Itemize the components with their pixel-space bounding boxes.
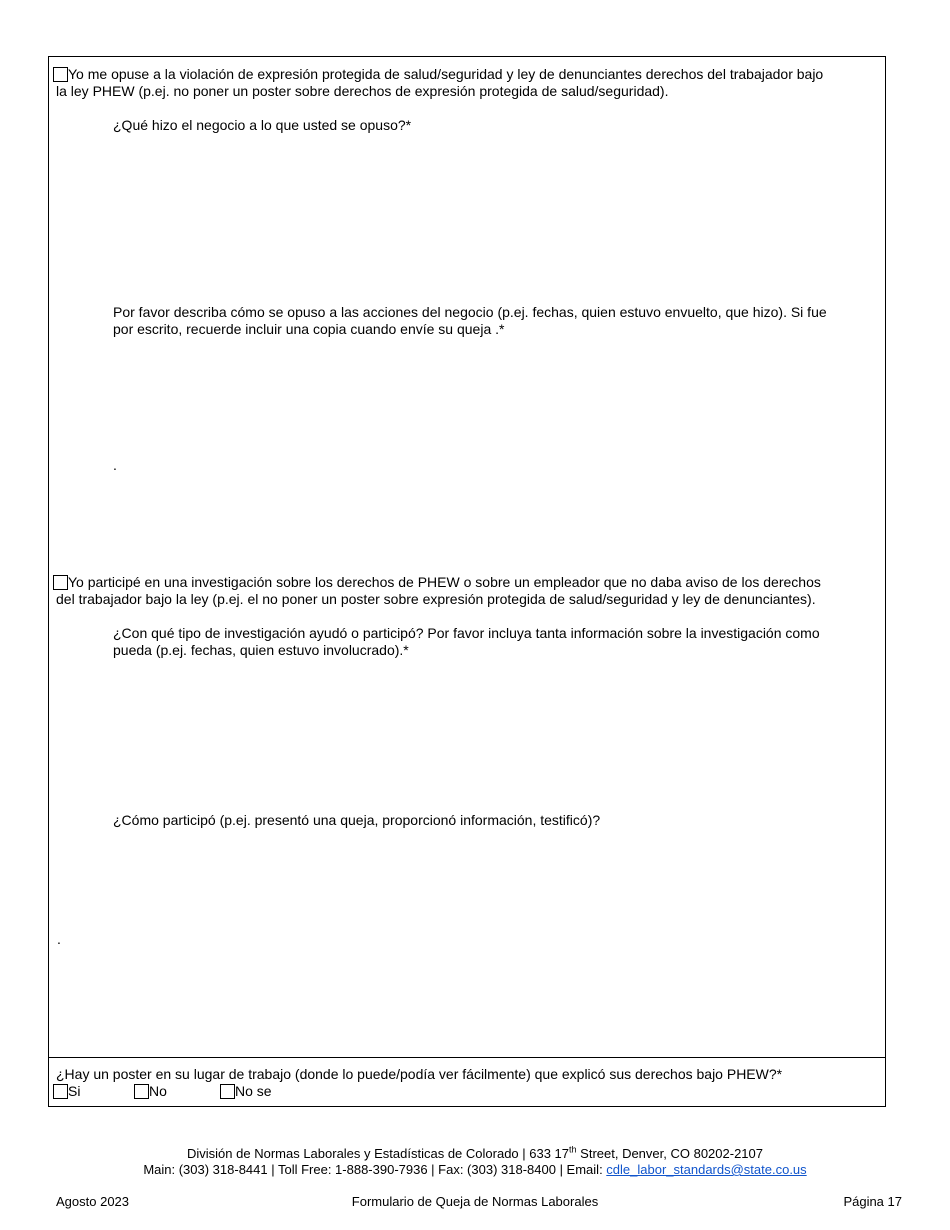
- footer-form-title: Formulario de Queja de Normas Laborales: [351, 1194, 599, 1209]
- poster-no-checkbox[interactable]: [134, 1084, 149, 1099]
- poster-no-se-label: No se: [235, 1083, 272, 1099]
- poster-option-no-se: [220, 1083, 272, 1100]
- investigation-type-question-line2: pueda (p.ej. fechas, quien estuvo involucrado).*: [113, 642, 409, 658]
- section2-dot: .: [57, 931, 61, 947]
- participated-investigation-row: [53, 574, 821, 591]
- investigation-type-question-line1: ¿Con qué tipo de investigación ayudó o participó? Por favor incluya tanta información sobre la investigación como: [113, 625, 820, 641]
- poster-question: ¿Hay un poster en su lugar de trabajo (donde lo puede/podía ver fácilmente) que explicó sus derechos bajo PHEW?*: [56, 1066, 783, 1082]
- participated-investigation-checkbox[interactable]: [53, 575, 68, 590]
- opposed-violation-label: Yo me opuse a la violación de expresión protegida de salud/seguridad y ley de denunciantes derechos del trabajador bajo: [68, 66, 824, 82]
- what-business-did-question: ¿Qué hizo el negocio a lo que usted se opuso?*: [113, 117, 412, 133]
- participated-investigation-label: Yo participé en una investigación sobre los derechos de PHEW o sobre un empleador que no daba aviso de los derechos: [68, 574, 821, 590]
- footer-address-sup: th: [569, 1144, 577, 1155]
- poster-option-no: [134, 1083, 167, 1100]
- poster-no-label: No: [149, 1083, 167, 1099]
- form-frame: [48, 56, 886, 1107]
- how-opposed-question-line1: Por favor describa cómo se opuso a las acciones del negocio (p.ej. fechas, quien estuvo envuelto, que hizo). Si fue: [113, 304, 827, 320]
- footer-address-text: División de Normas Laborales y Estadísticas de Colorado | 633 17: [187, 1146, 570, 1161]
- opposed-violation-label-cont: la ley PHEW (p.ej. no poner un poster sobre derechos de expresión protegida de salud/seguridad).: [56, 83, 669, 99]
- footer-email-link[interactable]: cdle_labor_standards@state.co.us: [606, 1162, 807, 1177]
- participated-investigation-label-cont: del trabajador bajo la ley (p.ej. el no poner un poster sobre expresión protegida de salud/seguridad y ley de denunciantes).: [56, 591, 816, 607]
- poster-si-checkbox[interactable]: [53, 1084, 68, 1099]
- how-participated-question: ¿Cómo participó (p.ej. presentó una queja, proporcionó información, testificó)?: [113, 812, 601, 828]
- footer-address: [0, 1146, 950, 1162]
- footer-page-number: Página 17: [843, 1194, 902, 1209]
- footer-address-text-cont: Street, Denver, CO 80202-2107: [576, 1146, 763, 1161]
- poster-si-label: Si: [68, 1083, 81, 1099]
- opposed-violation-checkbox[interactable]: [53, 67, 68, 82]
- how-opposed-question-line2: por escrito, recuerde incluir una copia cuando envíe su queja .*: [113, 321, 505, 337]
- opposed-violation-row: [53, 66, 823, 83]
- section-divider: [49, 1057, 885, 1058]
- poster-option-si: [53, 1083, 80, 1100]
- footer-contact-text: Main: (303) 318-8441 | Toll Free: 1-888-390-7936 | Fax: (303) 318-8400 | Email:: [143, 1162, 607, 1177]
- footer-date: Agosto 2023: [56, 1194, 130, 1209]
- poster-no-se-checkbox[interactable]: [220, 1084, 235, 1099]
- footer-contact: [0, 1162, 950, 1178]
- section1-dot: .: [113, 457, 117, 473]
